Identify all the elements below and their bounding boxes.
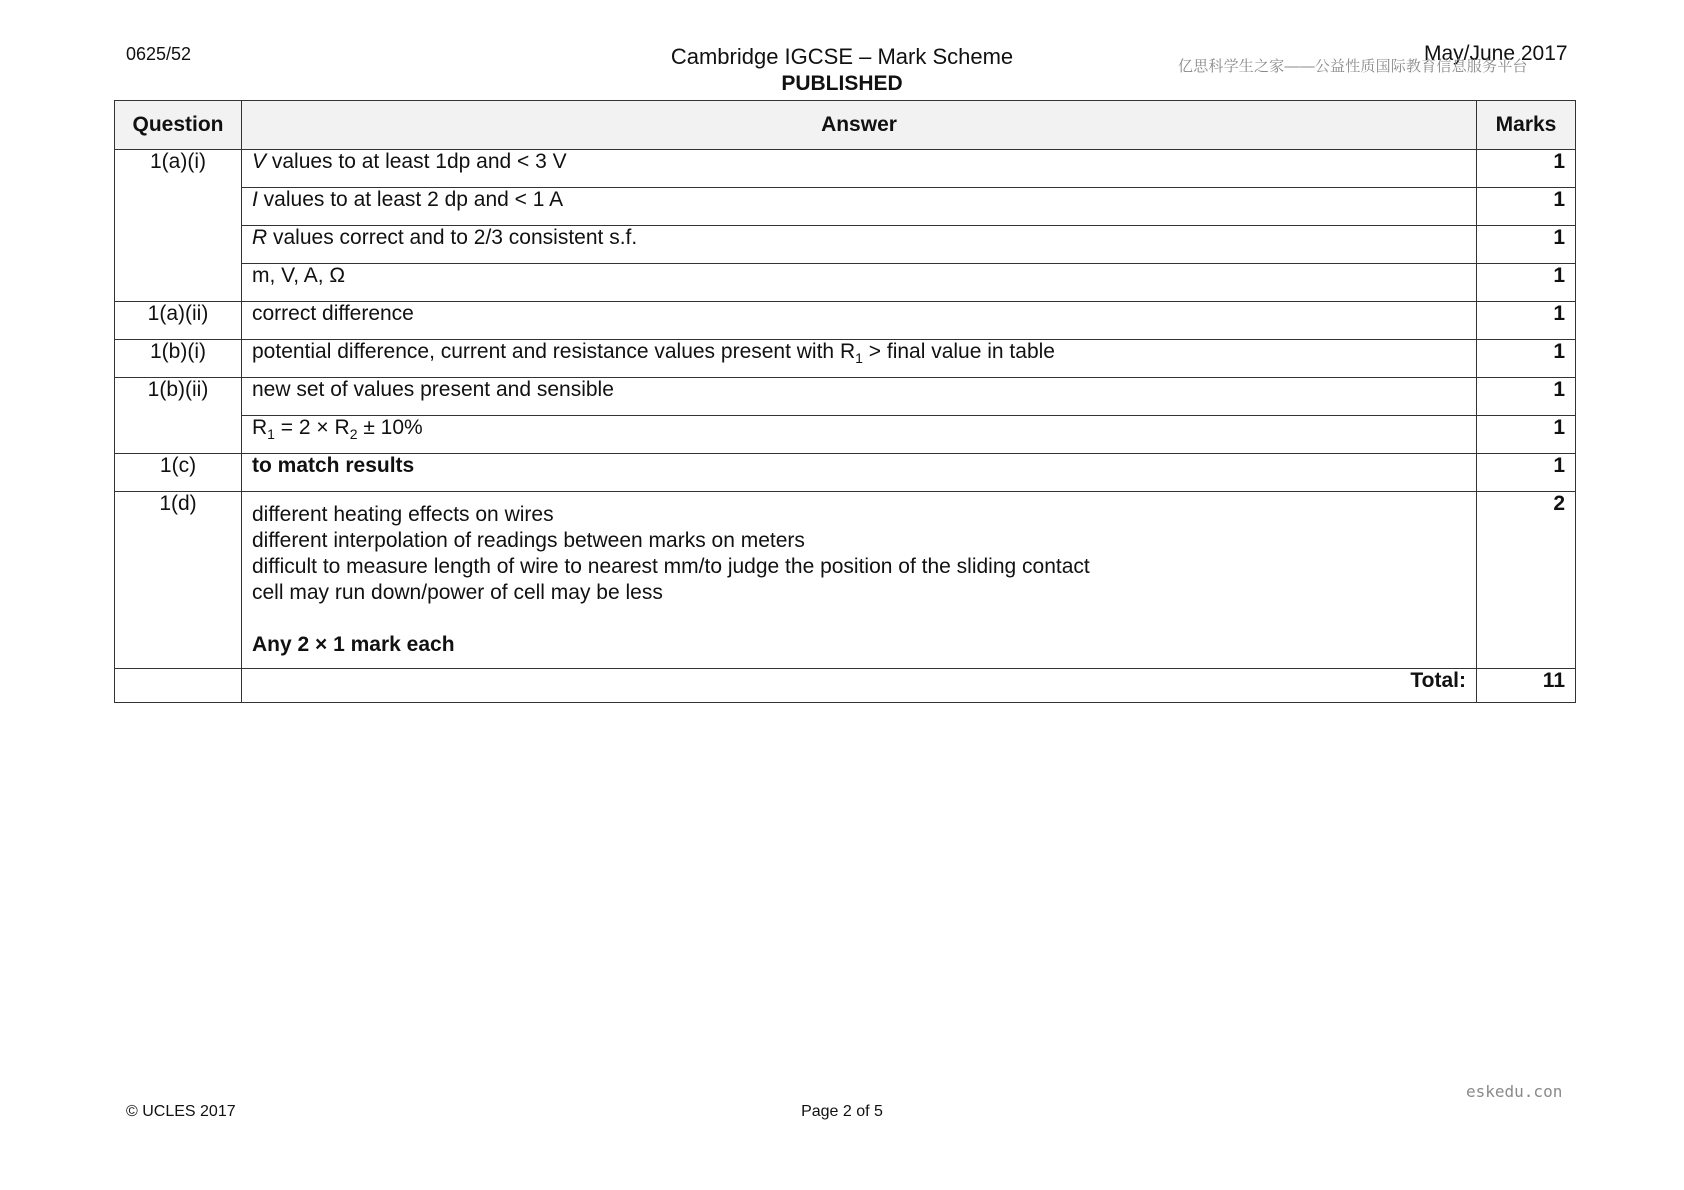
total-label: Total:: [242, 669, 1477, 703]
document-title: Cambridge IGCSE – Mark Scheme: [670, 44, 1014, 69]
marks-cell: 1: [1477, 264, 1576, 302]
marks-cell: 1: [1477, 416, 1576, 454]
answer-text: potential difference, current and resistance values present with R: [252, 340, 856, 363]
column-header-marks: Marks: [1477, 101, 1576, 150]
answer-variable: R: [252, 226, 268, 249]
answer-cell: [242, 188, 1477, 226]
subscript: 2: [349, 426, 358, 443]
answer-cell: [242, 340, 1477, 378]
answer-cell: m, V, A, Ω: [242, 264, 1477, 302]
marks-cell: 1: [1477, 454, 1576, 492]
table-header-row: [115, 101, 1576, 150]
answer-text: values to at least 2 dp and < 1 A: [257, 188, 564, 211]
marks-cell: 1: [1477, 188, 1576, 226]
table-row: [115, 302, 1576, 340]
answer-line: cell may run down/power of cell may be less: [252, 581, 663, 604]
question-cell: 1(a)(ii): [115, 302, 242, 340]
marking-note: Any 2 × 1 mark each: [252, 633, 455, 656]
marks-cell: 1: [1477, 340, 1576, 378]
table-row: [115, 454, 1576, 492]
question-cell: 1(b)(i): [115, 340, 242, 378]
table-row: [115, 416, 1576, 454]
answer-cell: new set of values present and sensible: [242, 378, 1477, 416]
marks-cell: 1: [1477, 150, 1576, 188]
mark-scheme-table: [114, 100, 1576, 703]
answer-text: ± 10%: [357, 416, 423, 439]
marks-cell: 1: [1477, 302, 1576, 340]
column-header-question: Question: [115, 101, 242, 150]
answer-cell: [242, 226, 1477, 264]
answer-cell: [242, 492, 1477, 669]
table-row: [115, 226, 1576, 264]
header-watermark: 亿思科学生之家——公益性质国际教育信息服务平台: [1178, 58, 1528, 75]
empty-cell: [115, 669, 242, 703]
table-row: [115, 150, 1576, 188]
answer-line: different interpolation of readings between marks on meters: [252, 529, 805, 552]
answer-text: values to at least 1dp and < 3 V: [266, 150, 567, 173]
total-marks: 11: [1477, 669, 1576, 703]
table-row: [115, 340, 1576, 378]
subscript: 1: [855, 350, 863, 367]
answer-text: = 2 × R: [274, 416, 350, 439]
marks-cell: 2: [1477, 492, 1576, 669]
marks-cell: 1: [1477, 226, 1576, 264]
subscript: 1: [267, 426, 275, 443]
answer-text: R: [252, 416, 268, 439]
answer-variable: I: [252, 188, 258, 211]
total-row: [115, 669, 1576, 703]
table-row: [115, 264, 1576, 302]
answer-cell: [242, 150, 1477, 188]
exam-session: May/June 2017: [1424, 42, 1568, 65]
question-cell: 1(c): [115, 454, 242, 492]
answer-cell: [242, 416, 1477, 454]
table-row: [115, 188, 1576, 226]
answer-cell: to match results: [242, 454, 1477, 492]
answer-variable: V: [252, 150, 267, 173]
answer-text: > final value in table: [862, 340, 1055, 363]
page-number: Page 2 of 5: [801, 1103, 883, 1120]
question-cell: 1(d): [115, 492, 242, 669]
answer-line: different heating effects on wires: [252, 503, 554, 526]
answer-cell: correct difference: [242, 302, 1477, 340]
question-cell: 1(b)(ii): [115, 378, 242, 454]
question-cell: 1(a)(i): [115, 150, 242, 302]
answer-text: values correct and to 2/3 consistent s.f.: [267, 226, 638, 249]
table-row: [115, 492, 1576, 669]
table-row: [115, 378, 1576, 416]
spacer: [252, 606, 1466, 632]
published-label: PUBLISHED: [781, 72, 903, 95]
answer-line: difficult to measure length of wire to nearest mm/to judge the position of the sliding contact: [252, 555, 1090, 578]
copyright: © UCLES 2017: [126, 1103, 236, 1120]
footer-watermark: eskedu.con: [1466, 1082, 1563, 1101]
paper-code: 0625/52: [126, 44, 192, 64]
column-header-answer: Answer: [242, 101, 1477, 150]
marks-cell: 1: [1477, 378, 1576, 416]
